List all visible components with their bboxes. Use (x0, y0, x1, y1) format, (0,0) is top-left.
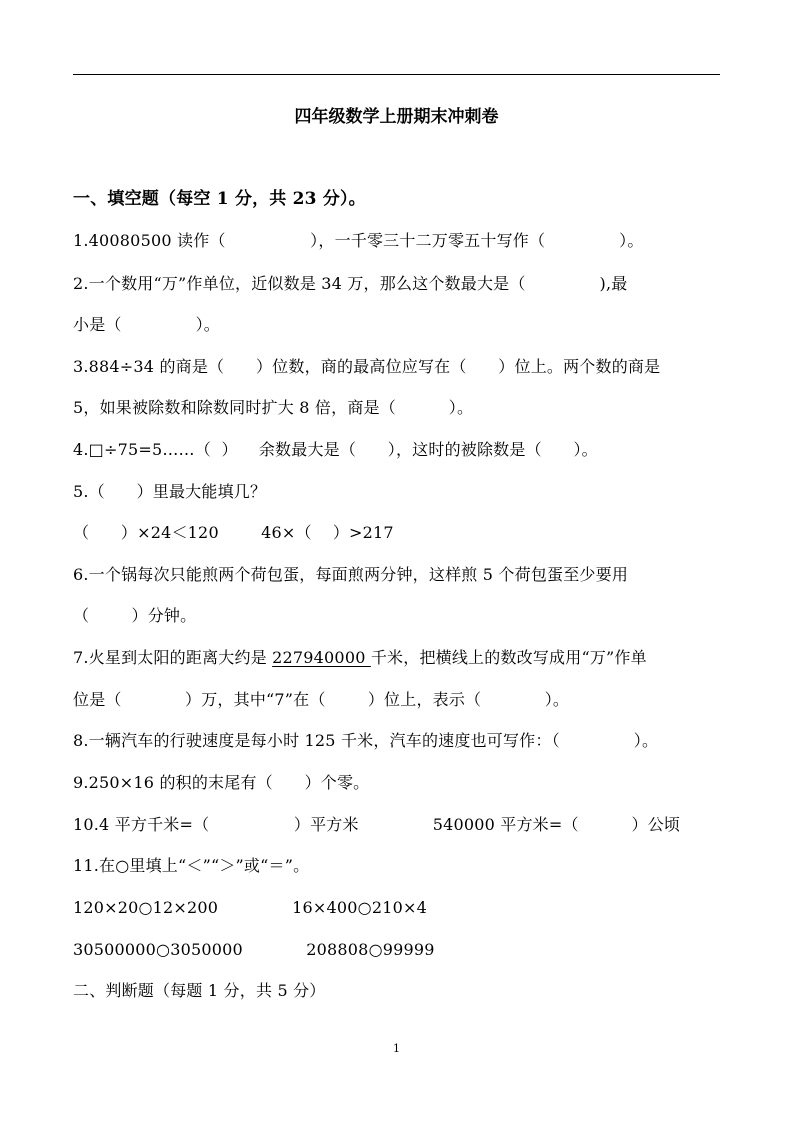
section-1-title: 一、填空题（每空 1 分，共 23 分）。 (73, 189, 366, 209)
section-2-title: 二、判断题（每题 1 分，共 5 分） (73, 981, 326, 1000)
question-4: 4.□÷75=5……（ ） 余数最大是（ ），这时的被除数是（ ）。 (73, 440, 598, 459)
question-5-items: （ ）×24＜120 46×（ ）>217 (73, 523, 394, 542)
header-rule (73, 74, 720, 75)
question-10: 10.4 平方千米=（ ）平方米 540000 平方米=（ ）公顷 (73, 815, 681, 834)
page-number: 1 (393, 1042, 400, 1055)
question-7-underlined-number: 227940000 (272, 648, 371, 667)
question-11-row-2: 30500000○3050000 208808○99999 (73, 940, 435, 959)
question-11: 11.在○里填上“＜”“＞”或“＝”。 (73, 856, 310, 875)
question-2-cont: 小是（ ）。 (73, 315, 221, 334)
question-7-prefix: 7.火星到太阳的距离大约是 (73, 648, 273, 667)
question-11-row-1: 120×20○12×200 16×400○210×4 (73, 898, 427, 917)
question-6-cont: （ ）分钟。 (73, 606, 197, 625)
question-8: 8.一辆汽车的行驶速度是每小时 125 千米，汽车的速度也可写作：（ ）。 (73, 731, 659, 750)
question-9: 9.250×16 的积的末尾有（ ）个零。 (73, 773, 370, 792)
question-7 (73, 646, 733, 670)
question-3-cont: 5，如果被除数和除数同时扩大 8 倍，商是（ ）。 (73, 398, 474, 417)
question-5: 5.（ ）里最大能填几？ (73, 482, 267, 501)
question-3: 3.884÷34 的商是（ ）位数，商的最高位应写在（ ）位上。两个数的商是 (73, 357, 661, 376)
page-title: 四年级数学上册期末冲刺卷 (294, 107, 499, 127)
question-1: 1.40080500 读作（ ），一千零三十二万零五十写作（ ）。 (73, 231, 644, 250)
question-2: 2.一个数用“万”作单位，近似数是 34 万，那么这个数最大是（ ),最 (73, 274, 628, 293)
question-7-cont: 位是（ ）万，其中“7”在（ ）位上，表示（ ）。 (73, 690, 570, 709)
question-6: 6.一个锅每次只能煎两个荷包蛋，每面煎两分钟，这样煎 5 个荷包蛋至少要用 (73, 565, 629, 584)
question-7-suffix: 千米，把横线上的数改写成用“万”作单 (370, 648, 647, 667)
